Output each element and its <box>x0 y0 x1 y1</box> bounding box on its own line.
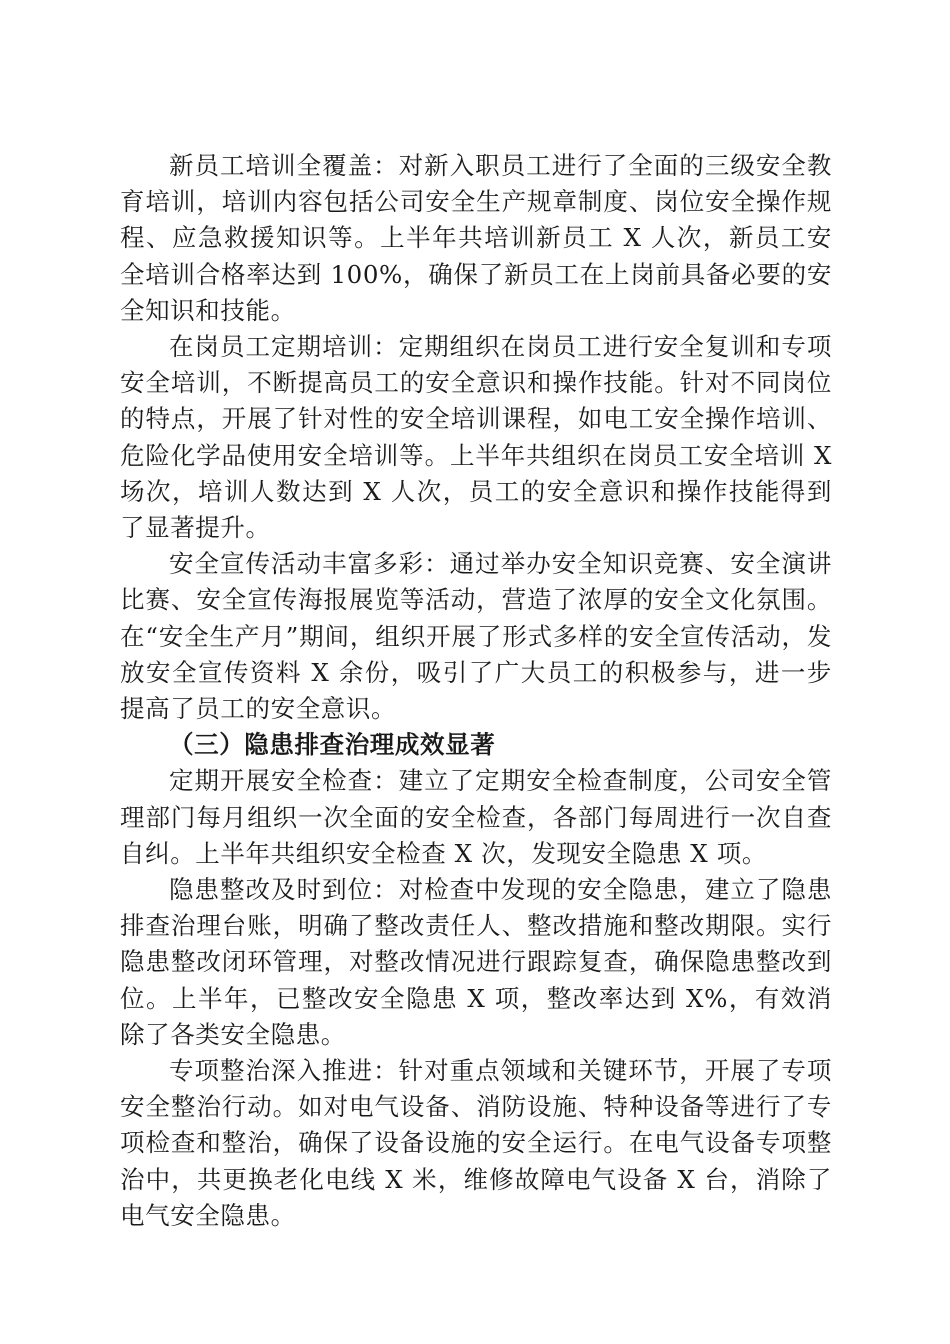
document-page <box>120 148 832 1234</box>
paragraph-new-employee-training: 新员工培训全覆盖：对新入职员工进行了全面的三级安全教育培训，培训内容包括公司安全生产规章制度、岗位安全操作规程、应急救援知识等。上半年共培训新员工 X 人次，新员工安全培训合格率达到 100%，确保了新员工在上岗前具备必要的安全知识和技能。 <box>120 151 832 325</box>
paragraph-safety-publicity: 安全宣传活动丰富多彩：通过举办安全知识竞赛、安全演讲比赛、安全宣传海报展览等活动，营造了浓厚的安全文化氛围。在“安全生产月”期间，组织开展了形式多样的安全宣传活动，发放安全宣传资料 X 余份，吸引了广大员工的积极参与，进一步提高了员工的安全意识。 <box>120 549 832 724</box>
paragraph-on-duty-training: 在岗员工定期培训：定期组织在岗员工进行安全复训和专项安全培训，不断提高员工的安全意识和操作技能。针对不同岗位的特点，开展了针对性的安全培训课程，如电工安全操作培训、危险化学品使用安全培训等。上半年共组织在岗员工安全培训 X 场次，培训人数达到 X 人次，员工的安全意识和操作技能得到了显著提升。 <box>120 332 832 543</box>
paragraph-hazard-rectification: 隐患整改及时到位：对检查中发现的安全隐患，建立了隐患排查治理台账，明确了整改责任人、整改措施和整改期限。实行隐患整改闭环管理，对整改情况进行跟踪复查，确保隐患整改到位。上半年，已整改安全隐患 X 项，整改率达到 X%，有效消除了各类安全隐患。 <box>120 875 832 1049</box>
paragraph-special-rectification: 专项整治深入推进：针对重点领域和关键环节，开展了专项安全整治行动。如对电气设备、消防设施、特种设备等进行了专项检查和整治，确保了设备设施的安全运行。在电气设备专项整治中，共更换老化电线 X 米，维修故障电气设备 X 台，消除了电气安全隐患。 <box>120 1056 832 1230</box>
paragraph-regular-inspection: 定期开展安全检查：建立了定期安全检查制度，公司安全管理部门每月组织一次全面的安全检查，各部门每周进行一次自查自纠。上半年共组织安全检查 X 次，发现安全隐患 X 项。 <box>120 766 832 868</box>
section-heading: （三）隐患排查治理成效显著 <box>169 730 496 760</box>
